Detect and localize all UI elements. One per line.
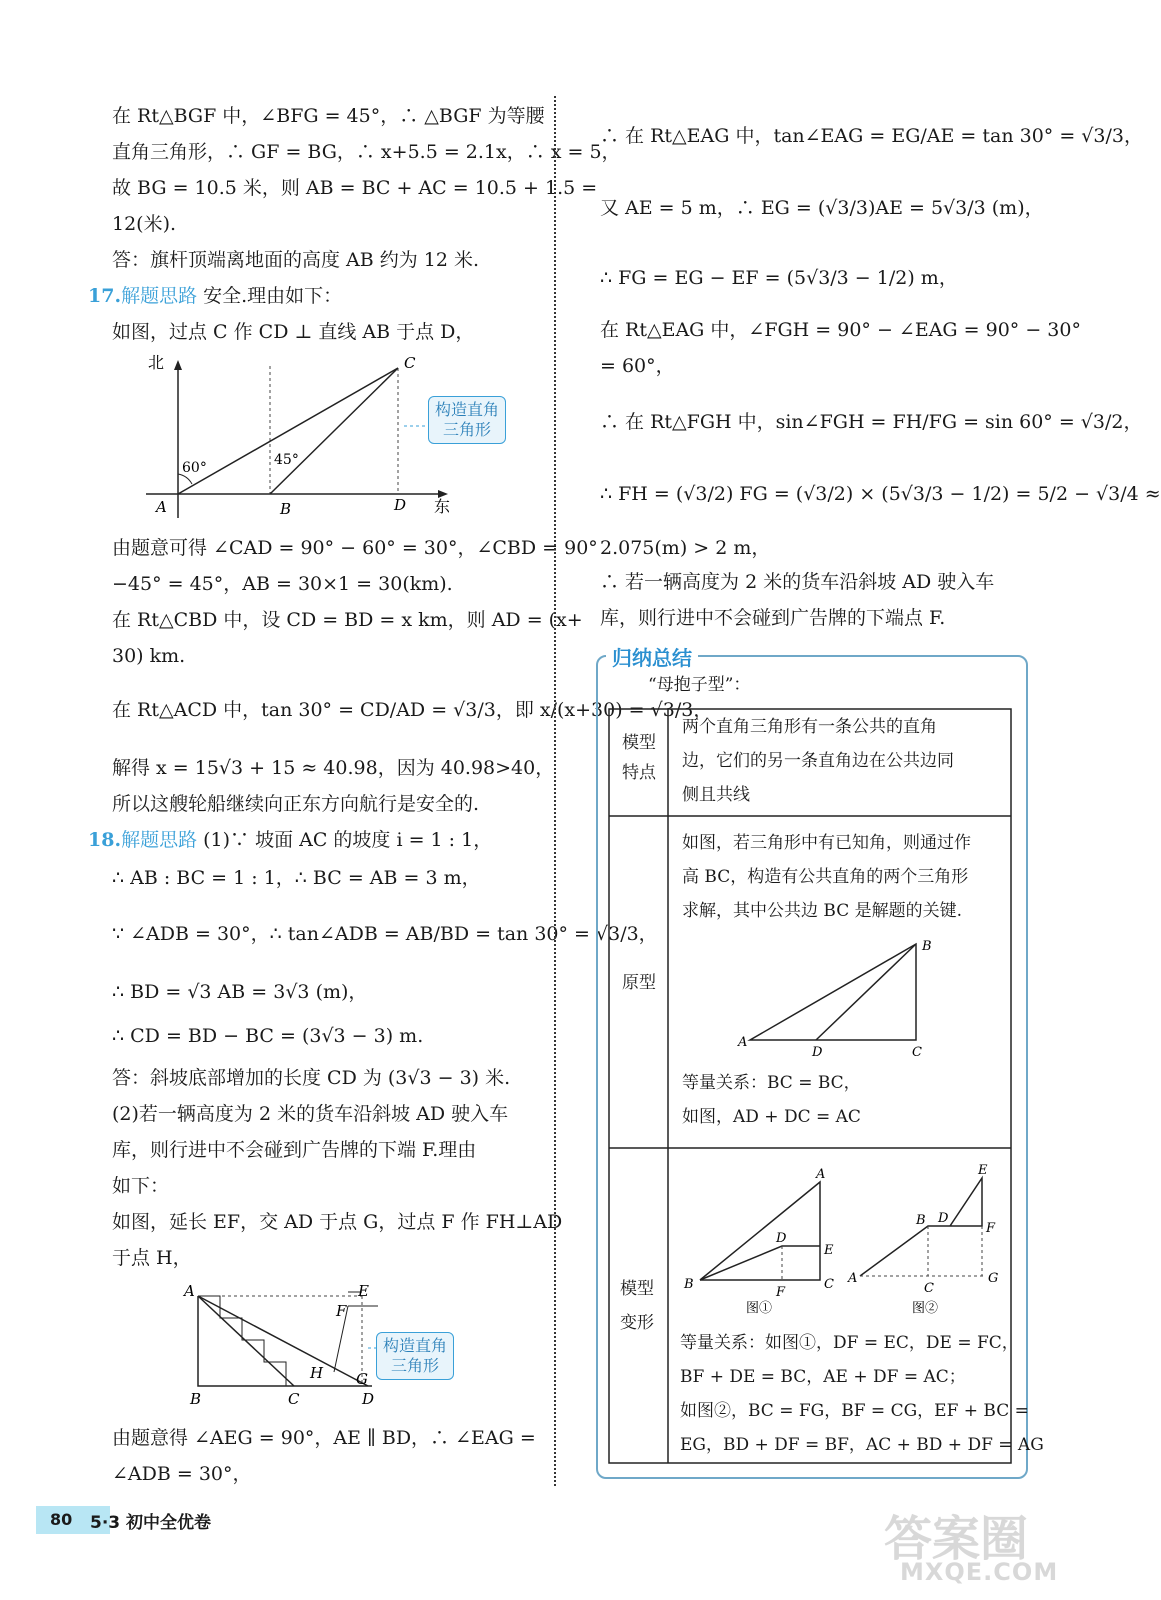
row-body-prototype: [682, 826, 971, 928]
east-label: 东: [434, 497, 451, 516]
summary-subtitle: “母抱子型”：: [648, 675, 751, 695]
point-D: D: [394, 496, 407, 514]
text-line: 如图，延长 EF，交 AD 于点 G，过点 F 作 FH⊥AD: [112, 1211, 563, 1233]
text-line: 12(米).: [112, 213, 177, 235]
point-D: D: [362, 1390, 375, 1408]
body-line: 边，它们的另一条直角边在公共边同: [682, 751, 954, 771]
text-line: (2)若一辆高度为 2 米的货车沿斜坡 AD 驶入车: [112, 1103, 509, 1125]
watermark: 答案圈: [884, 1511, 1029, 1567]
head-line: 特点: [622, 763, 656, 783]
north-label: 北: [148, 353, 165, 372]
q18-hint: [376, 1332, 454, 1380]
page-number: 80: [36, 1506, 110, 1534]
head-line: 模型: [622, 733, 656, 753]
text-line: ∴ CD = BD − BC = (3√3 − 3) m.: [112, 1025, 424, 1047]
text-line: 答：旗杆顶端离地面的高度 AB 约为 12 米.: [112, 249, 480, 271]
summary-title: 归纳总结: [606, 642, 698, 671]
watermark-url: MXQE.COM: [900, 1558, 1059, 1586]
q18-label: 解题思路: [121, 829, 198, 851]
text-line: 又 AE = 5 m，∴ EG = (√3/3)AE = 5√3/3 (m)，: [600, 197, 1044, 219]
hint-line: 构造直角: [435, 400, 500, 419]
relation-line: 等量关系：如图①，DF = EC，DE = FC，: [680, 1333, 1019, 1353]
point-G: G: [356, 1370, 368, 1388]
point-C: C: [912, 1045, 922, 1060]
q18-figure: [182, 1282, 402, 1412]
text-line: ∴ AB : BC = 1 : 1，∴ BC = AB = 3 m，: [112, 867, 481, 889]
point-C: C: [824, 1277, 834, 1292]
point-B: B: [190, 1390, 202, 1408]
text-line: 如下：: [112, 1175, 170, 1197]
text-line: 由题意得 ∠AEG = 90°，AE ∥ BD，∴ ∠EAG =: [112, 1427, 536, 1449]
figure-caption: 图①: [746, 1301, 773, 1316]
hint-line: 三角形: [391, 1356, 440, 1375]
point-B: B: [922, 939, 932, 954]
point-D: D: [776, 1231, 787, 1246]
text-line: 由题意可得 ∠CAD = 90° − 60° = 30°，∠CBD = 90°: [112, 537, 598, 559]
q17-intro: 安全.理由如下：: [203, 285, 343, 307]
q17-label: 解题思路: [121, 285, 198, 307]
text-line: ∵ ∠ADB = 30°，∴ tan∠ADB = AB/BD = tan 30° = √3/3，: [112, 923, 658, 945]
point-A: A: [848, 1271, 858, 1286]
text-line: 2.075(m) > 2 m，: [600, 537, 771, 559]
column-divider: [554, 96, 556, 1486]
point-D: D: [938, 1211, 949, 1226]
row-head-variants: [620, 1272, 654, 1340]
point-F: F: [336, 1302, 347, 1320]
text-line: 30) km.: [112, 645, 186, 667]
body-line: 侧且共线: [682, 785, 750, 805]
point-B: B: [280, 500, 292, 518]
q18-intro: (1)∵ 坡面 AC 的坡度 i = 1 : 1，: [203, 829, 493, 851]
point-A: A: [156, 498, 167, 516]
variant-figure-1: [676, 1162, 846, 1318]
text-line: 库，则行进中不会碰到广告牌的下端点 F.: [600, 607, 946, 629]
point-B: B: [684, 1277, 694, 1292]
body-line: 高 BC，构造有公共直角的两个三角形: [682, 867, 969, 887]
prototype-figure: [730, 934, 930, 1058]
point-A: A: [816, 1167, 826, 1182]
point-H: H: [310, 1364, 324, 1382]
text-line: 在 Rt△EAG 中，∠FGH = 90° − ∠EAG = 90° − 30°: [600, 319, 1081, 341]
row-body-features: [682, 710, 954, 812]
point-C: C: [288, 1390, 300, 1408]
text-line: 所以这艘轮船继续向正东方向航行是安全的.: [112, 793, 480, 815]
text-line: 答：斜坡底部增加的长度 CD 为 (3√3 − 3) 米.: [112, 1067, 511, 1089]
q18-heading: [88, 828, 492, 852]
variant-figure-2: [846, 1162, 1006, 1318]
body-line: 如图，若三角形中有已知角，则通过作: [682, 833, 971, 853]
text-line: ∴ 若一辆高度为 2 米的货车沿斜坡 AD 驶入车: [600, 571, 995, 593]
q17-number: 17.: [88, 285, 122, 307]
text-line: = 60°，: [600, 355, 675, 377]
text-line: 在 Rt△BGF 中，∠BFG = 45°，∴ △BGF 为等腰: [112, 105, 545, 127]
hint-line: 三角形: [443, 420, 492, 439]
q17-heading: [88, 284, 342, 308]
point-C: C: [924, 1281, 934, 1296]
relation-line: 如图②，BC = FG，BF = CG，EF + BC =: [680, 1401, 1029, 1421]
text-line: ∴ 在 Rt△EAG 中，tan∠EAG = EG/AE = tan 30° = √3/3，: [600, 125, 1143, 147]
point-E: E: [978, 1163, 988, 1178]
point-E: E: [824, 1243, 834, 1258]
variant-relations: [680, 1326, 1044, 1462]
angle-60: 60°: [182, 460, 207, 476]
text-line: 于点 H，: [112, 1247, 192, 1269]
text-line: ∴ FH = (√3/2) FG = (√3/2) × (5√3/3 − 1/2) = 5/2 − √3/4 ≈: [600, 483, 1161, 505]
q17-figure: [142, 353, 472, 526]
prototype-relations: [682, 1066, 861, 1134]
text-line: 在 Rt△ACD 中，tan 30° = CD/AD = √3/3，即 x/(x+30) = √3/3，: [112, 699, 713, 721]
row-head-features: [622, 728, 656, 788]
point-A: A: [184, 1282, 195, 1300]
text-line: 如图，过点 C 作 CD ⊥ 直线 AB 于点 D，: [112, 321, 475, 343]
text-line: 故 BG = 10.5 米，则 AB = BC + AC = 10.5 + 1.5 =: [112, 177, 598, 199]
point-D: D: [812, 1045, 823, 1060]
text-line: ∴ FG = EG − EF = (5√3/3 − 1/2) m，: [600, 267, 958, 289]
q18-number: 18.: [88, 829, 122, 851]
book-title: 5·3 初中全优卷: [90, 1513, 212, 1533]
relation-line: 如图，AD + DC = AC: [682, 1107, 861, 1127]
q17-hint: [428, 396, 506, 444]
point-G: G: [988, 1271, 999, 1286]
relation-line: EG，BD + DF = BF，AC + BD + DF = AG: [680, 1435, 1044, 1455]
row-head-prototype: 原型: [622, 973, 656, 993]
point-B: B: [916, 1213, 926, 1228]
figure-caption: 图②: [912, 1301, 939, 1316]
relation-line: 等量关系：BC = BC，: [682, 1073, 861, 1093]
body-line: 求解，其中公共边 BC 是解题的关键.: [682, 901, 963, 921]
point-F: F: [776, 1285, 786, 1300]
text-line: 在 Rt△CBD 中，设 CD = BD = x km，则 AD = (x+: [112, 609, 583, 631]
head-line: 模型: [620, 1279, 654, 1299]
text-line: ∴ BD = √3 AB = 3√3 (m)，: [112, 981, 368, 1003]
relation-line: BF + DE = BC，AE + DF = AC；: [680, 1367, 966, 1387]
text-line: ∠ADB = 30°，: [112, 1463, 252, 1485]
body-line: 两个直角三角形有一条公共的直角: [682, 717, 937, 737]
text-line: ∴ 在 Rt△FGH 中，sin∠FGH = FH/FG = sin 60° = √3/2，: [600, 411, 1143, 433]
text-line: −45° = 45°，AB = 30×1 = 30(km).: [112, 573, 453, 595]
text-line: 直角三角形，∴ GF = BG，∴ x+5.5 = 2.1x，∴ x = 5，: [112, 141, 621, 163]
head-line: 变形: [620, 1313, 654, 1333]
hint-line: 构造直角: [383, 1336, 448, 1355]
point-E: E: [358, 1282, 369, 1300]
angle-45: 45°: [274, 452, 299, 468]
point-F: F: [986, 1221, 996, 1236]
point-C: C: [404, 354, 416, 372]
text-line: 库，则行进中不会碰到广告牌的下端 F.理由: [112, 1139, 477, 1161]
text-line: 解得 x = 15√3 + 15 ≈ 40.98，因为 40.98>40，: [112, 757, 555, 779]
point-A: A: [738, 1035, 748, 1050]
